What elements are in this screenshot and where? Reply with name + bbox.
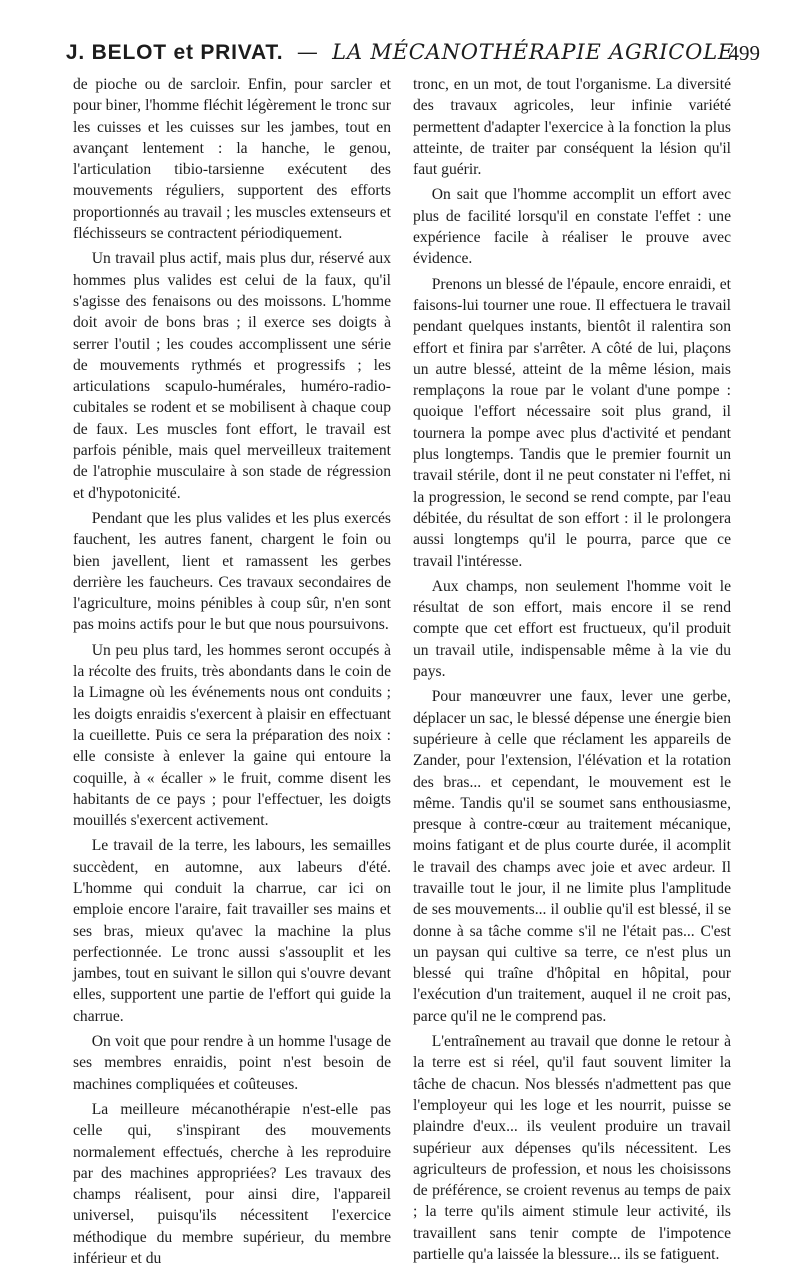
header-work-title: LA MÉCANOTHÉRAPIE AGRICOLE [332, 40, 735, 64]
header-dash: — [296, 40, 319, 64]
running-header [40, 40, 760, 72]
paragraph: tronc, en un mot, de tout l'organisme. La diversité des travaux agricoles, leur infinie variété permettent d'adapter l'exercice à la fonction la plus atteinte, de traiter par conséquent la lésion qu'il faut guérir. [413, 76, 731, 179]
paragraph: Pour manœuvrer une faux, lever une gerbe, déplacer un sac, le blessé dépense une énergie bien supérieure à celle que réclament les appareils de Zander, pour l'extension, l'élévation et la rotation des bras... et cependant, le mouvement est le même. Tandis qu'il se soumet sans enthousiasme, presque à contre-cœur au traitement mécanique, moins fatigant et de plus courte durée, il acomplit le travail des champs avec joie et avec ardeur. Il travaille tout le jour, il ne limite plus l'amplitude de ses mouvements... il oublie qu'il est blessé, il se donne à sa tâche comme s'il ne l'était pas... C'est un paysan qui cultive sa terre, ce n'est plus un blessé qui traîne d'hôpital en hôpital, pour l'exécution d'un traitement, auquel il ne croit pas, parce qu'il ne le comprend pas. [413, 688, 731, 1025]
paragraph: La meilleure mécanothérapie n'est-elle pas celle qui, s'inspirant des mouvements normalement effectués, cherche à les reproduire par des machines appropriées? Les travaux des champs réalisent, pour ainsi dire, l'appareil universel, puisqu'ils nécessitent l'exercice méthodique du membre supérieur, du membre inférieur et du [73, 1100, 391, 1268]
paragraph: On voit que pour rendre à un homme l'usage de ses membres enraidis, point n'est besoin de machines compliquées et coûteuses. [73, 1033, 391, 1093]
paragraph: Aux champs, non seulement l'homme voit le résultat de son effort, mais encore il se rend compte que cet effort est fructueux, qu'il produit un travail utile, indispensable même à la vie du pays. [413, 577, 731, 681]
paragraph: L'entraînement au travail que donne le retour à la terre est si réel, qu'il faut souvent limiter la tâche de chacun. Nos blessés n'admettent pas que l'employeur qui les loge et les nourrit, puisse se plaindre d'eux... ils veulent produire un travail supérieur aux dépenses qu'ils nécessitent. Les agriculteurs de profession, et nous les choisissons de préférence, se croient revenus au temps de paix ; la terre qu'ils aiment stimule leur activité, ils travaillent sans tenir compte de l'impotence partielle qu'a laissée la blessure... ils se fatiguent. [413, 1033, 731, 1264]
paragraph: Un peu plus tard, les hommes seront occupés à la récolte des fruits, très abondants dans le coin de la Limagne où les événements nous ont conduits ; les doigts enraidis s'exercent à plaisir en effectuant la cueillette. Puis ce sera la préparation des noix : elle consiste à enlever la gaine qui entoure la coquille, à « écaller » le fruit, comme disent les habitants de ce pays ; pour l'effectuer, les doigts mouillés s'exercent activement. [73, 641, 391, 830]
paragraph: Pendant que les plus valides et les plus exercés fauchent, les autres fanent, chargent le foin ou bien javellent, lient et ramassent les gerbes derrière les faucheurs. Ces travaux secondaires de l'agriculture, moins pénibles à coup sûr, n'en sont pas moins actifs pour le but que nous poursuivons. [73, 509, 391, 634]
header-authors: J. BELOT et PRIVAT. [65, 41, 284, 64]
left-column [73, 74, 391, 1273]
paragraph: Un travail plus actif, mais plus dur, réservé aux hommes plus valides est celui de la faux, qu'il s'agisse des fenaisons ou des moissons. L'homme doit avoir de bons bras ; il exerce ses doigts à serrer l'outil ; les coudes accomplissent une série de mouvements rythmés et progressifs ; les articulations scapulo-humérales, huméro-radio-cubitales se rodent et se mobilisent à chaque coup de faux. Les muscles font effort, le travail est parfois pénible, mais quel merveilleux traitement de l'atrophie musculaire à son stade de régression et d'hypotonicité. [73, 250, 391, 502]
right-column [413, 74, 731, 1269]
paragraph: Prenons un blessé de l'épaule, encore enraidi, et faisons-lui tourner une roue. Il effectuera le travail pendant quelques instants, bientôt il ralentira son effort et finira par s'arrêter. A côté de lui, plaçons un autre blessé, atteint de la même lésion, mais remplaçons la roue par le volant d'une pompe : quoique l'effort nécessaire soit plus grand, il tournera la pompe avec plus d'activité et pendant plus longtemps. Tandis que le premier fournit un travail stérile, dont il ne peut constater ni l'effet, ni la progression, le second se rend compte, par l'eau débitée, du résultat de son effort : il le prolongera aussi longtemps qu'il le pourra, parce que ce travail l'intéresse. [413, 275, 731, 570]
page-number: 499 [728, 41, 760, 65]
paragraph: On sait que l'homme accomplit un effort avec plus de facilité lorsqu'il en constate l'effet : une expérience facile à réaliser le prouve avec évidence. [413, 186, 731, 268]
header-title [40, 40, 760, 65]
paragraph: de pioche ou de sarcloir. Enfin, pour sarcler et pour biner, l'homme fléchit légèrement le tronc sur les cuisses et les cuisses sur les jambes, tout en avançant lentement : la hanche, le genou, l'articulation tibio-tarsienne exécutent des mouvements réguliers, supportent des efforts proportionnés au travail ; les muscles extenseurs et fléchisseurs se contractent périodiquement. [73, 76, 391, 243]
paragraph: Le travail de la terre, les labours, les semailles succèdent, en automne, aux labeurs d'été. L'homme qui conduit la charrue, car ici on emploie encore l'araire, fait travailler ses mains et ses bras, mieux qu'avec la machine la plus perfectionnée. Le tronc aussi s'assouplit et les jambes, tout en suivant le sillon qui s'ouvre devant elles, supportent une partie de l'effort qui guide la charrue. [73, 837, 391, 1025]
